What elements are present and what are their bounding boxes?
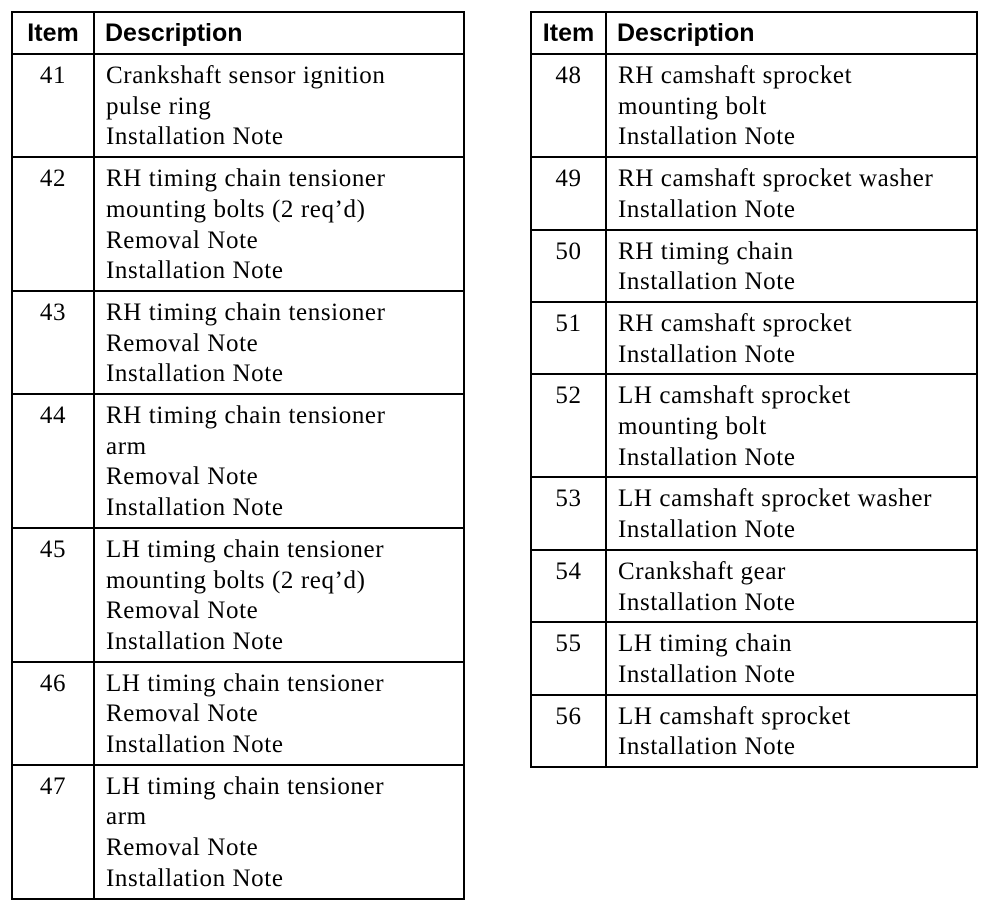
table-row [12,157,464,291]
description-line: RH camshaft sprocket [618,62,853,89]
item-description [94,54,464,157]
description-line: arm [106,432,147,460]
description-line: Installation Note [618,588,796,616]
item-description [94,765,464,899]
description-line: Removal Note [106,834,259,862]
item-number: 49 [531,157,606,229]
description-line: Installation Note [618,443,796,471]
description-line: Installation Note [618,268,796,296]
description-line: mounting bolts (2 req’d) [106,195,366,223]
table-row [531,550,977,622]
description-line: LH camshaft sprocket [618,702,851,730]
item-description [94,394,464,528]
parts-table-left [11,11,465,900]
description-line: LH timing chain tensioner [106,535,385,563]
description-line: LH timing chain tensioner [106,669,385,697]
table-row [12,54,464,157]
table-row [531,157,977,229]
description-line: mounting bolt [618,413,767,441]
table-row [12,394,464,528]
header-row [12,12,464,54]
item-description [606,157,977,229]
description-line: Crankshaft gear [618,557,786,585]
table-row [12,291,464,394]
description-line: Installation Note [618,195,796,223]
item-number: 48 [531,54,606,157]
item-column-header: Item [12,12,94,54]
description-line: Removal Note [106,226,259,254]
table-body [12,54,464,899]
description-line: mounting bolts (2 req’d) [106,566,366,594]
table-row [531,302,977,374]
item-number: 43 [12,291,94,394]
item-description [606,302,977,374]
description-column-header: Description [94,12,464,54]
item-number: 45 [12,528,94,662]
parts-table-right [530,11,978,768]
description-line: RH timing chain tensioner [106,298,386,326]
item-number: 55 [531,622,606,694]
item-description [606,622,977,694]
item-description [606,374,977,477]
description-line: RH timing chain tensioner [106,165,386,193]
description-line: Installation Note [618,340,796,368]
item-description [606,230,977,302]
description-line: RH timing chain tensioner [106,402,386,430]
item-description [94,291,464,394]
description-line: arm [106,803,147,831]
item-number: 42 [12,157,94,291]
description-line: Installation Note [106,494,284,522]
item-number: 52 [531,374,606,477]
item-number: 56 [531,695,606,767]
description-line: Removal Note [106,597,259,625]
description-column-header: Description [606,12,977,54]
table-row [12,528,464,662]
table-row [531,230,977,302]
description-line: mounting bolt [618,92,767,120]
item-description [94,662,464,765]
item-description [606,550,977,622]
table-row [531,477,977,549]
item-column-header: Item [531,12,606,54]
description-line: Installation Note [618,733,796,761]
table-row [531,695,977,767]
description-line: RH camshaft sprocket [618,309,853,337]
item-description [606,695,977,767]
description-line: Installation Note [106,731,284,759]
item-number: 46 [12,662,94,765]
description-line: LH camshaft sprocket washer [618,485,933,513]
description-line: Crankshaft sensor ignition [106,62,386,89]
item-description [606,477,977,549]
description-line: LH timing chain tensioner [106,772,385,800]
table-row [531,54,977,157]
description-line: Installation Note [618,516,796,544]
item-number: 50 [531,230,606,302]
item-number: 51 [531,302,606,374]
description-line: Removal Note [106,463,259,491]
item-number: 47 [12,765,94,899]
header-row [531,12,977,54]
item-number: 41 [12,54,94,157]
item-number: 53 [531,477,606,549]
table-row [12,662,464,765]
description-line: RH timing chain [618,237,794,265]
description-line: Installation Note [618,660,796,688]
table-row [531,374,977,477]
table-row [12,765,464,899]
description-line: Installation Note [106,360,284,388]
description-line: RH camshaft sprocket washer [618,165,934,193]
description-line: Installation Note [106,627,284,655]
description-line: Installation Note [106,864,284,892]
description-line: LH camshaft sprocket [618,382,851,410]
description-line: Removal Note [106,700,259,728]
item-number: 54 [531,550,606,622]
description-line: Installation Note [106,123,284,151]
item-description [94,157,464,291]
description-line: Removal Note [106,329,259,357]
table-body [531,54,977,767]
item-description [606,54,977,157]
item-number: 44 [12,394,94,528]
item-description [94,528,464,662]
description-line: Installation Note [618,123,796,151]
description-line: LH timing chain [618,630,793,658]
description-line: Installation Note [106,257,284,285]
description-line: pulse ring [106,92,212,120]
table-row [531,622,977,694]
